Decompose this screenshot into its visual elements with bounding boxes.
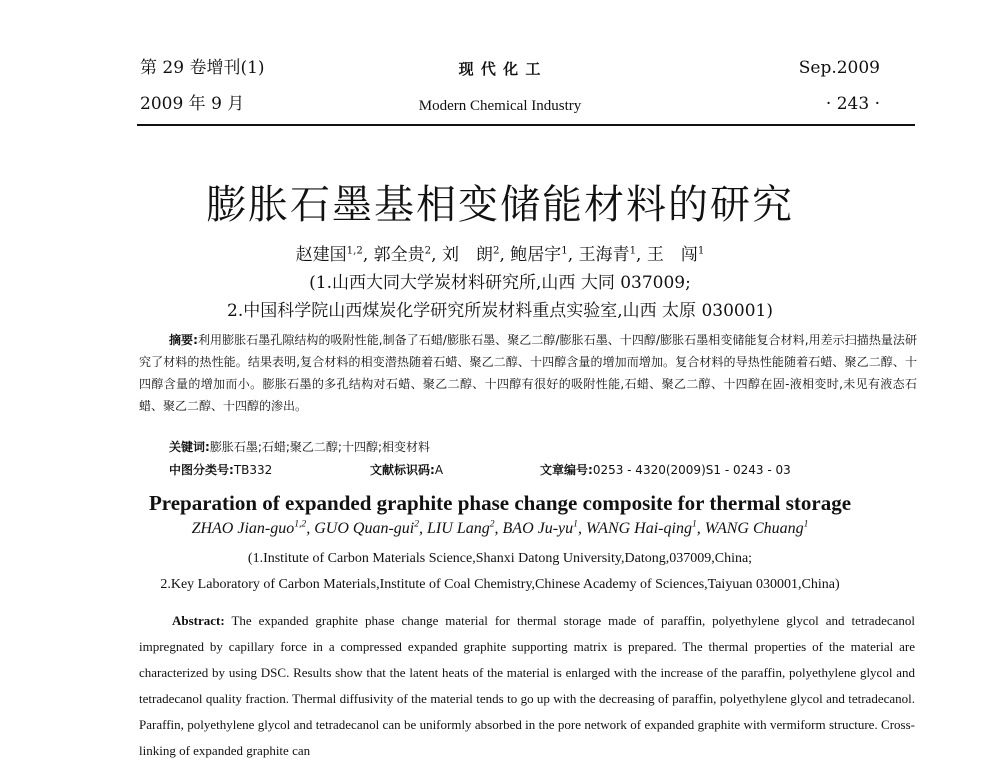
- header-rule: [137, 124, 915, 126]
- author-cn: 王 闯$^1$: [646, 245, 705, 265]
- abstract-cn-text: 利用膨胀石墨孔隙结构的吸附性能,制备了石蜡/膨胀石墨、聚乙二醇/膨胀石墨、十四醇/膨胀石墨相变储能复合材料,用差示扫描热量法研究了材料的热性能。结果表明,复合材料的相变潜热随着石蜡、聚乙二醇、十四醇含量的增加而增加。复合材料的导热性能随着石蜡、聚乙二醇、十四醇含量的增加而小。膨胀石墨的多孔结构对石蜡、聚乙二醇、十四醇有很好的吸附性能,石蜡、聚乙二醇、十四醇在固-液相变时,未见有液态石蜡、聚乙二醇、十四醇的渗出。: [139, 333, 917, 413]
- paper-title-cn: 膨胀石墨基相变储能材料的研究: [206, 182, 794, 228]
- abstract-cn-label: 摘要:: [169, 333, 198, 347]
- author-cn: 赵建国$^{1,2}$,: [295, 245, 369, 265]
- keywords-cn: 关键词:膨胀石墨;石蜡;聚乙二醇;十四醇;相变材料: [169, 440, 430, 454]
- article-number: 文章编号:0253 - 4320(2009)S1 - 0243 - 03: [540, 463, 791, 477]
- journal-name-en: Modern Chemical Industry: [418, 98, 582, 114]
- journal-month: Sep.2009: [798, 58, 880, 78]
- author-list-cn: [0, 240, 1000, 265]
- journal-issue: 第 29 卷增刊(1): [140, 58, 265, 78]
- page-number: · 243 ·: [825, 94, 880, 114]
- journal-name-cn: 现 代 化 工: [458, 60, 542, 78]
- abstract-en: [139, 608, 915, 764]
- author-en: BAO $Ju-yu^1$,: [502, 518, 582, 537]
- author-list-en: [0, 520, 1000, 538]
- affiliation-cn-2: 2.中国科学院山西煤炭化学研究所炭材料重点实验室,山西 太原 030001): [227, 301, 773, 321]
- author-en: LIU Lang$^2$,: [427, 518, 499, 537]
- author-en: ZHAO Jian-guo$^{1,2}$,: [191, 518, 311, 537]
- affiliation-en-2: 2.Key Laboratory of Carbon Materials,Institute of Coal Chemistry,Chinese Academy of Sciences,Taiyuan 030001,China): [160, 577, 840, 592]
- paper-title-en: Preparation of expanded graphite phase change composite for thermal storage: [148, 491, 852, 515]
- clc-number: 中图分类号:TB332: [169, 463, 273, 477]
- author-cn: 鲍居宇$^1$,: [510, 245, 574, 265]
- abstract-cn: [139, 329, 917, 417]
- author-en: GUO Quan-gui$^2$,: [314, 518, 424, 537]
- author-cn: 郭全贵$^2$,: [373, 245, 437, 265]
- abstract-en-text: The expanded graphite phase change material for thermal storage made of paraffin, polyethylene glycol and tetradecanol impregnated by capillary force in a compressed expanded graphite supporting matrix is prepared. The thermal properties of the material are characterized by using DSC. Results show that the latent heats of the material is enlarged with the increase of the paraffin, polyethylene glycol and tetradecanol quality fraction. Thermal diffusivity of the material tends to go up with the decreasing of paraffin, polyethylene glycol and tetradecanol. Paraffin, polyethylene glycol and tetradecanol can be uniformly absorbed in the pore network of expanded graphite with vermiform structure. Cross-linking of expanded graphite can: [139, 613, 915, 758]
- author-cn: 刘 朗$^2$,: [441, 245, 505, 265]
- document-code: 文献标识码:A: [370, 463, 444, 477]
- affiliation-cn-1: (1.山西大同大学炭材料研究所,山西 大同 037009;: [309, 273, 691, 293]
- author-cn: 王海青$^1$,: [578, 245, 642, 265]
- abstract-en-label: Abstract:: [172, 613, 225, 628]
- author-en: WANG Chuang$^1$: [704, 518, 809, 537]
- journal-date: 2009 年 9 月: [140, 94, 245, 114]
- author-en: WANG Hai-qing$^1$,: [585, 518, 701, 537]
- affiliation-en-1: (1.Institute of Carbon Materials Science,Shanxi Datong University,Datong,037009,China;: [247, 551, 753, 566]
